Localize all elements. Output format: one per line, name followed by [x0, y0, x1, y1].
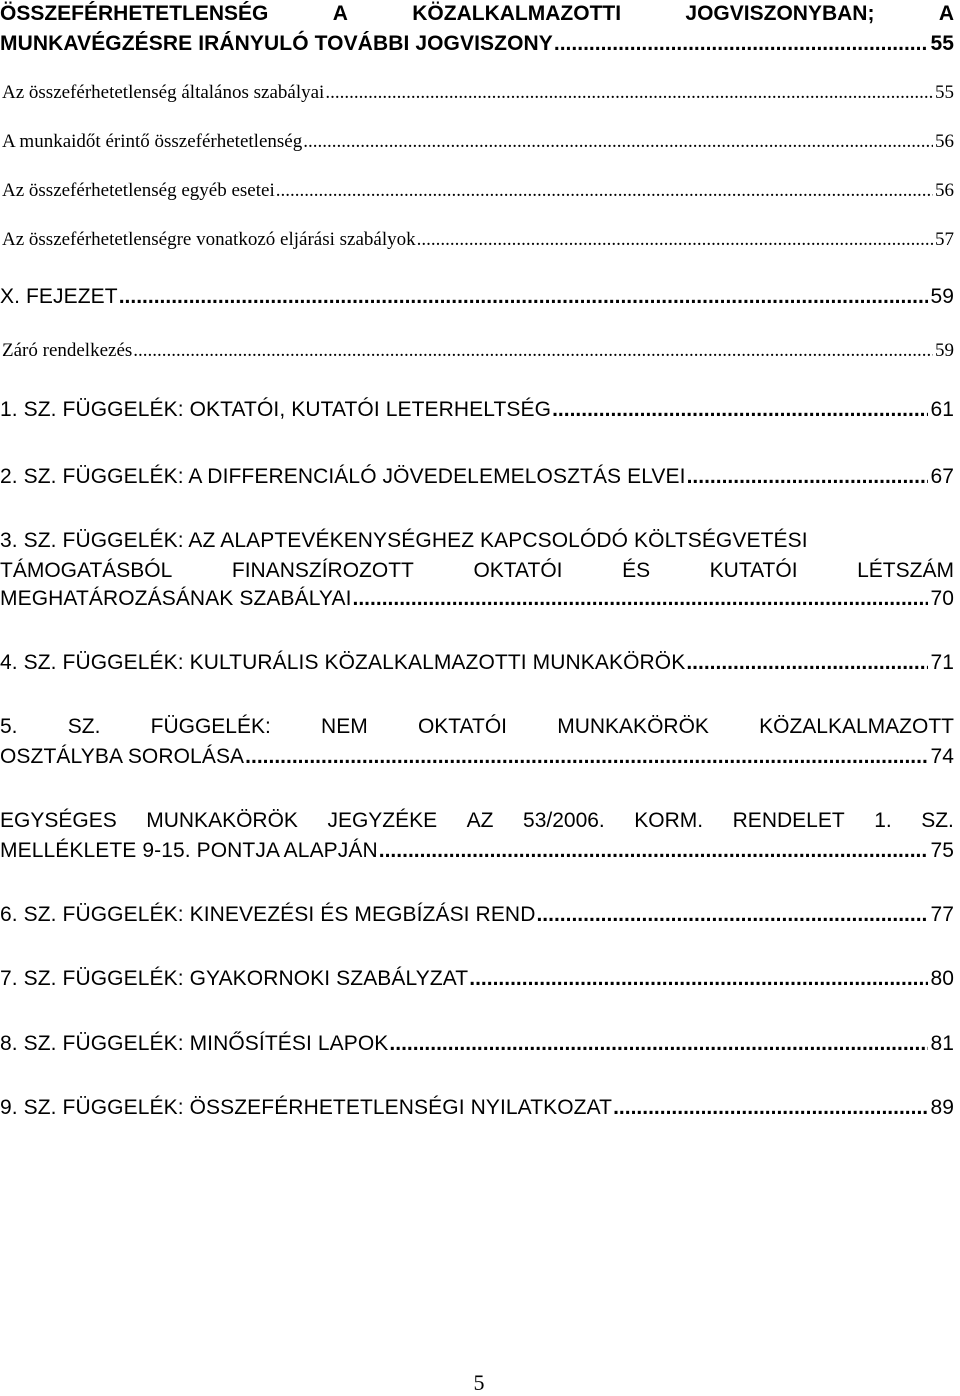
toc-entry-1-line-1[interactable]	[0, 2, 954, 26]
toc-page-number: 75	[930, 839, 954, 862]
toc-page-number: 59	[930, 285, 954, 308]
toc-title: 9. SZ. FÜGGELÉK: ÖSSZEFÉRHETETLENSÉGI NYILATKOZAT	[0, 1096, 613, 1119]
toc-entry-10-line-1[interactable]	[0, 529, 954, 553]
toc-entry-7[interactable]	[0, 340, 954, 362]
dot-leader	[325, 82, 933, 104]
dot-leader	[686, 651, 928, 675]
page-number: 5	[473, 1370, 485, 1395]
toc-title: 3. SZ. FÜGGELÉK: AZ ALAPTEVÉKENYSÉGHEZ KAPCSOLÓDÓ KÖLTSÉGVETÉSI	[0, 529, 808, 552]
toc-word: JEGYZÉKE	[327, 809, 438, 832]
toc-entry-1-line-2[interactable]	[0, 32, 954, 56]
toc-page-number: 61	[930, 398, 954, 421]
toc-entry-16[interactable]	[0, 1032, 954, 1056]
toc-word: SZ.	[921, 809, 954, 832]
dot-leader	[417, 229, 933, 251]
toc-title: 8. SZ. FÜGGELÉK: MINŐSÍTÉSI LAPOK	[0, 1032, 389, 1055]
toc-page-number: 55	[935, 82, 954, 103]
toc-title: Az összeférhetetlenségre vonatkozó eljárási szabályok	[2, 229, 416, 250]
dot-leader	[536, 903, 928, 927]
toc-page-number: 57	[935, 229, 954, 250]
toc-title: 7. SZ. FÜGGELÉK: GYAKORNOKI SZABÁLYZAT	[0, 967, 469, 990]
toc-page-number: 70	[930, 587, 954, 610]
toc-word: 1.	[874, 809, 892, 832]
toc-entry-10-line-2[interactable]	[0, 559, 954, 583]
toc-entry-4[interactable]	[0, 180, 954, 202]
dot-leader	[303, 131, 933, 153]
toc-entry-11[interactable]	[0, 651, 954, 675]
toc-word: FÜGGELÉK:	[150, 715, 271, 738]
dot-leader	[554, 32, 929, 56]
toc-page-number: 80	[930, 967, 954, 990]
toc-word: SZ.	[67, 715, 101, 738]
toc-entry-17[interactable]	[0, 1096, 954, 1120]
dot-leader	[133, 340, 933, 362]
toc-entry-13-line-2[interactable]	[0, 839, 954, 863]
toc-word: EGYSÉGES	[0, 809, 117, 832]
toc-word: KORM.	[634, 809, 704, 832]
toc-entry-15[interactable]	[0, 967, 954, 991]
toc-word: FINANSZÍROZOTT	[231, 559, 414, 582]
toc-word: KUTATÓI	[709, 559, 798, 582]
toc-title: MUNKAVÉGZÉSRE IRÁNYULÓ TOVÁBBI JOGVISZONY	[0, 32, 553, 55]
toc-word: AZ	[466, 809, 494, 832]
dot-leader	[353, 587, 929, 611]
toc-word: MUNKAKÖRÖK	[146, 809, 298, 832]
toc-word: KÖZALKALMAZOTTI	[412, 2, 622, 25]
toc-entry-10-line-3[interactable]	[0, 587, 954, 611]
toc-word: 5.	[0, 715, 18, 738]
toc-entry-12-line-1[interactable]	[0, 715, 954, 739]
toc-word: LÉTSZÁM	[857, 559, 954, 582]
toc-word: ÉS	[622, 559, 651, 582]
toc-page-number: 56	[935, 180, 954, 201]
toc-word: MUNKAKÖRÖK	[557, 715, 709, 738]
toc-page-number: 55	[930, 32, 954, 55]
toc-page-number: 71	[930, 651, 954, 674]
toc-word: OKTATÓI	[417, 715, 507, 738]
toc-word: 53/2006.	[523, 809, 605, 832]
dot-leader	[687, 465, 929, 489]
toc-page-number: 77	[930, 903, 954, 926]
toc-page-number: 59	[935, 340, 954, 361]
toc-page-number: 81	[930, 1032, 954, 1055]
toc-entry-9[interactable]	[0, 465, 954, 489]
dot-leader	[276, 180, 933, 202]
toc-entry-3[interactable]	[0, 131, 954, 153]
toc-page-number: 67	[930, 465, 954, 488]
toc-word: KÖZALKALMAZOTT	[759, 715, 954, 738]
toc-word: A	[938, 2, 954, 25]
dot-leader	[552, 398, 928, 422]
toc-title: 6. SZ. FÜGGELÉK: KINEVEZÉSI ÉS MEGBÍZÁSI REND	[0, 903, 536, 926]
toc-entry-8[interactable]	[0, 398, 954, 422]
toc-title: Az összeférhetetlenség általános szabályai	[2, 82, 325, 103]
toc-word: RENDELET	[732, 809, 845, 832]
toc-word: TÁMOGATÁSBÓL	[0, 559, 173, 582]
toc-entry-6[interactable]	[0, 285, 954, 309]
dot-leader	[119, 285, 929, 309]
dot-leader	[613, 1096, 928, 1120]
toc-entry-2[interactable]	[0, 82, 954, 104]
toc-title: 4. SZ. FÜGGELÉK: KULTURÁLIS KÖZALKALMAZOTTI MUNKAKÖRÖK	[0, 651, 686, 674]
toc-word: OKTATÓI	[473, 559, 563, 582]
toc-page-number: 56	[935, 131, 954, 152]
toc-title: OSZTÁLYBA SOROLÁSA	[0, 745, 245, 768]
toc-page-number: 89	[930, 1096, 954, 1119]
dot-leader	[245, 745, 928, 769]
page-number-footer	[0, 1370, 960, 1396]
toc-entry-13-line-1[interactable]	[0, 809, 954, 833]
toc-title: X. FEJEZET	[0, 285, 118, 308]
toc-word: JOGVISZONYBAN;	[685, 2, 875, 25]
toc-word: NEM	[321, 715, 368, 738]
toc-title: 2. SZ. FÜGGELÉK: A DIFFERENCIÁLÓ JÖVEDELEMELOSZTÁS ELVEI	[0, 465, 686, 488]
toc-title: MEGHATÁROZÁSÁNAK SZABÁLYAI	[0, 587, 352, 610]
dot-leader	[379, 839, 929, 863]
toc-title: Záró rendelkezés	[2, 340, 133, 361]
toc-word: ÖSSZEFÉRHETETLENSÉG	[0, 2, 269, 25]
toc-title: A munkaidőt érintő összeférhetetlenség	[2, 131, 303, 152]
toc-page-number: 74	[930, 745, 954, 768]
toc-title: MELLÉKLETE 9-15. PONTJA ALAPJÁN	[0, 839, 378, 862]
toc-title: Az összeférhetetlenség egyéb esetei	[2, 180, 275, 201]
toc-entry-14[interactable]	[0, 903, 954, 927]
dot-leader	[389, 1032, 928, 1056]
toc-entry-5[interactable]	[0, 229, 954, 251]
toc-entry-12-line-2[interactable]	[0, 745, 954, 769]
toc-title: 1. SZ. FÜGGELÉK: OKTATÓI, KUTATÓI LETERHELTSÉG	[0, 398, 552, 421]
dot-leader	[469, 967, 928, 991]
toc-word: A	[332, 2, 348, 25]
